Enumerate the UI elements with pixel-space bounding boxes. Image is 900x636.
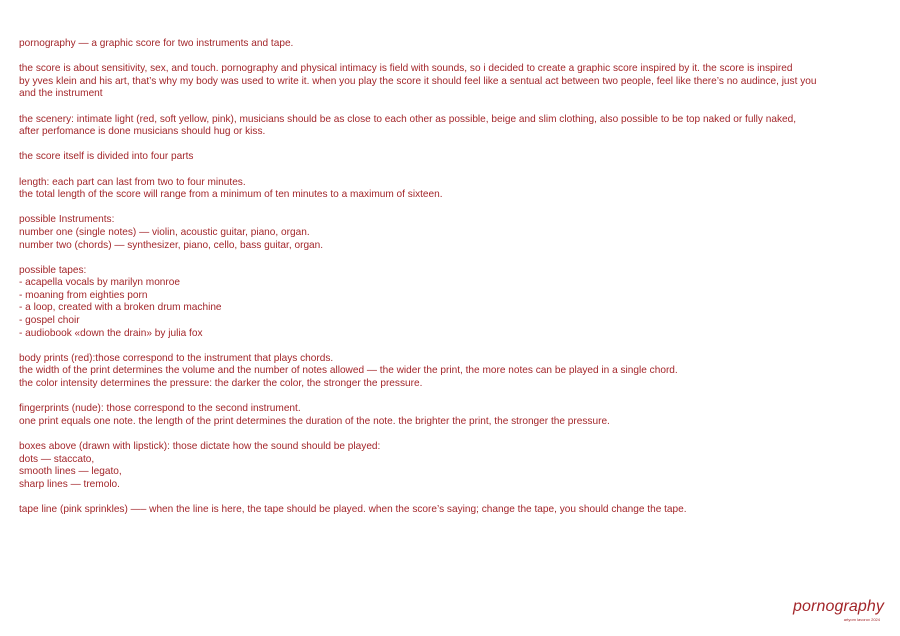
body-prints-paragraph — [19, 353, 879, 391]
tapes-paragraph — [19, 265, 879, 341]
text-line: and the instrument — [19, 88, 103, 100]
text-line: tape line (pink sprinkles) —– when the line is here, the tape should be played. when the score’s saying; change the tape, you should change the tape. — [19, 503, 687, 515]
text-line: body prints (red):those correspond to the instrument that plays chords. — [19, 352, 334, 364]
fingerprints-paragraph — [19, 403, 879, 428]
score-notes — [19, 38, 879, 529]
text-line: possible Instruments: — [19, 214, 115, 226]
list-item: - a loop, created with a broken drum machine — [19, 302, 222, 314]
text-line: one print equals one note. the length of the print determines the duration of the note. the brighter the print, the stronger the pressure. — [19, 415, 610, 427]
text-line: number one (single notes) — violin, acoustic guitar, piano, organ. — [19, 226, 310, 238]
text-line: the width of the print determines the volume and the number of notes allowed — the wider the print, the more notes can be played in a single chord. — [19, 365, 678, 377]
title-paragraph — [19, 38, 879, 51]
text-line: length: each part can last from two to four minutes. — [19, 176, 246, 188]
text-line: possible tapes: — [19, 264, 87, 276]
text-line: after perfomance is done musicians should hug or kiss. — [19, 126, 266, 138]
text-line: the score itself is divided into four parts — [19, 151, 194, 163]
list-item: - acapella vocals by marilyn monroe — [19, 277, 181, 289]
text-line: by yves klein and his art, that’s why my body was used to write it. when you play the score it should feel like a sentual act between two people, feel like there’s no audince, just you — [19, 75, 817, 87]
text-line: fingerprints (nude): those correspond to the second instrument. — [19, 403, 301, 415]
scenery-paragraph — [19, 114, 879, 139]
text-line: the color intensity determines the pressure: the darker the color, the stronger the pressure. — [19, 378, 423, 390]
text-line: pornography — a graphic score for two instruments and tape. — [19, 38, 294, 49]
length-paragraph — [19, 177, 879, 202]
list-item: dots — staccato, — [19, 453, 95, 465]
signature-title: pornography — [793, 598, 884, 615]
concept-paragraph — [19, 63, 879, 101]
list-item: sharp lines — tremolo. — [19, 478, 120, 490]
boxes-paragraph — [19, 441, 879, 491]
text-line: the score is about sensitivity, sex, and touch. pornography and physical intimacy is field with sounds, so i decided to create a graphic score inspired by it. the score is inspired — [19, 63, 793, 75]
text-line: boxes above (drawn with lipstick): those dictate how the sound should be played: — [19, 441, 381, 452]
parts-paragraph — [19, 151, 879, 164]
signature-credit: artyom lavorov 2024 — [843, 617, 880, 622]
instruments-paragraph — [19, 214, 879, 252]
tape-line-paragraph — [19, 504, 879, 517]
list-item: smooth lines — legato, — [19, 466, 122, 478]
list-item: - audiobook «down the drain» by julia fox — [19, 327, 203, 339]
text-line: the scenery: intimate light (red, soft yellow, pink), musicians should be as close to each other as possible, beige and slim clothing, also possible to be top naked or fully naked, — [19, 113, 797, 125]
text-line: the total length of the score will range from a minimum of ten minutes to a maximum of sixteen. — [19, 189, 443, 201]
list-item: - moaning from eighties porn — [19, 289, 148, 301]
signature-block — [793, 598, 884, 622]
list-item: - gospel choir — [19, 315, 80, 327]
text-line: number two (chords) — synthesizer, piano, cello, bass guitar, organ. — [19, 239, 324, 251]
